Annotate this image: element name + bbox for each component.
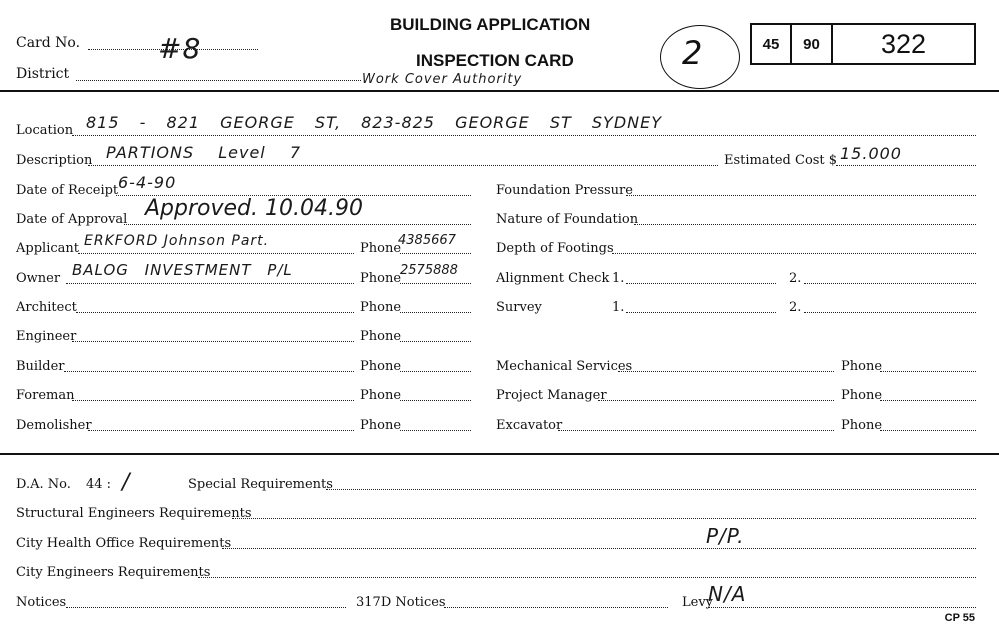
notices-317d-label: 317D Notices [356, 595, 446, 610]
date-receipt-value: 6-4-90 [118, 173, 177, 192]
architect-phone-line [400, 312, 471, 313]
health-req-line [222, 548, 976, 549]
form-code: CP 55 [944, 612, 975, 624]
foundation-pressure-label: Foundation Pressure [496, 183, 633, 198]
depth-footings-line [612, 253, 976, 254]
header-divider [0, 90, 999, 92]
ref-box-cell-3: 322 [880, 28, 927, 59]
structural-req-label: Structural Engineers Requirements [16, 506, 252, 521]
health-req-label: City Health Office Requirements [16, 536, 232, 551]
applicant-label: Applicant [16, 241, 79, 256]
demolisher-line [88, 430, 354, 431]
demolisher-phone-line [400, 430, 471, 431]
project-manager-label: Project Manager [496, 388, 607, 403]
notices-line [66, 607, 346, 608]
location-line [72, 135, 976, 136]
nature-foundation-line [634, 224, 976, 225]
location-value: 815 - 821 GEORGE ST, 823-825 GEORGE ST SYDNEY [86, 113, 662, 132]
nature-foundation-label: Nature of Foundation [496, 212, 639, 227]
excavator-phone-label: Phone [841, 418, 883, 433]
da-no-value: 44 : [86, 477, 112, 492]
alignment-line-2 [804, 283, 976, 284]
mechanical-phone-line [880, 371, 976, 372]
builder-phone-label: Phone [360, 359, 402, 374]
engineer-phone-line [400, 341, 471, 342]
location-label: Location [16, 123, 74, 138]
excavator-phone-line [880, 430, 976, 431]
mechanical-line [618, 371, 834, 372]
description-value: PARTIONS Level 7 [106, 143, 301, 162]
project-manager-phone-line [880, 400, 976, 401]
levy-label: Levy [682, 595, 714, 610]
ref-box-cell-1: 45 [752, 25, 792, 63]
district-value: Work Cover Authority [362, 72, 523, 87]
excavator-label: Excavator [496, 418, 563, 433]
mechanical-label: Mechanical Services [496, 359, 633, 374]
applicant-line [78, 253, 354, 254]
owner-phone-value: 2575888 [400, 263, 458, 278]
district-label: District [16, 66, 70, 82]
mechanical-phone-label: Phone [841, 359, 883, 374]
demolisher-phone-label: Phone [360, 418, 402, 433]
estimated-cost-value: 15.000 [840, 144, 902, 163]
card-no-value: #8 [158, 32, 202, 65]
ref-box-cell-2: 90 [792, 25, 833, 63]
foreman-phone-line [400, 400, 471, 401]
da-no-mark: / [122, 470, 131, 495]
notices-label: Notices [16, 595, 67, 610]
architect-label: Architect [16, 300, 77, 315]
estimated-cost-label: Estimated Cost $ [724, 153, 838, 168]
special-req-label: Special Requirements [188, 477, 333, 492]
card-no-label: Card No. [16, 35, 81, 51]
demolisher-label: Demolisher [16, 418, 92, 433]
date-approval-value: Approved. 10.04.90 [145, 196, 363, 221]
city-eng-req-label: City Engineers Requirements [16, 565, 211, 580]
project-manager-phone-label: Phone [841, 388, 883, 403]
owner-phone-label: Phone [360, 271, 402, 286]
owner-line [66, 283, 354, 284]
circled-number: 2 [682, 34, 703, 72]
engineer-line [72, 341, 354, 342]
reference-box [750, 23, 976, 65]
depth-footings-label: Depth of Footings [496, 241, 614, 256]
alignment-num-2: 2. [789, 271, 802, 286]
owner-label: Owner [16, 271, 61, 286]
city-eng-req-line [198, 577, 976, 578]
date-approval-label: Date of Approval [16, 212, 128, 227]
survey-label: Survey [496, 300, 542, 315]
builder-phone-line [400, 371, 471, 372]
description-label: Description [16, 153, 93, 168]
title-line-1: BUILDING APPLICATION [390, 15, 591, 34]
description-line [88, 165, 718, 166]
owner-value: BALOG INVESTMENT P/L [72, 261, 293, 279]
applicant-value: ERKFORD Johnson Part. [84, 233, 270, 249]
engineer-phone-label: Phone [360, 329, 402, 344]
project-manager-line [598, 400, 834, 401]
foreman-line [72, 400, 354, 401]
date-receipt-label: Date of Receipt [16, 183, 119, 198]
survey-num-1: 1. [612, 300, 625, 315]
engineer-label: Engineer [16, 329, 77, 344]
special-req-line [326, 489, 976, 490]
alignment-line-1 [626, 283, 776, 284]
foreman-label: Foreman [16, 388, 75, 403]
health-req-value: P/P. [706, 524, 745, 548]
applicant-phone-line [400, 253, 471, 254]
structural-req-line [232, 518, 976, 519]
title-line-2: INSPECTION CARD [416, 51, 574, 70]
architect-phone-label: Phone [360, 300, 402, 315]
notices-317d-line [444, 607, 668, 608]
levy-line [708, 607, 976, 608]
foreman-phone-label: Phone [360, 388, 402, 403]
estimated-cost-line [836, 165, 976, 166]
foundation-pressure-line [626, 195, 976, 196]
da-no-label: D.A. No. [16, 477, 71, 492]
section-divider [0, 453, 999, 455]
owner-phone-line [400, 283, 471, 284]
alignment-num-1: 1. [612, 271, 625, 286]
applicant-phone-value: 4385667 [398, 233, 456, 248]
builder-label: Builder [16, 359, 65, 374]
survey-num-2: 2. [789, 300, 802, 315]
alignment-check-label: Alignment Check [496, 271, 610, 286]
survey-line-1 [626, 312, 776, 313]
excavator-line [558, 430, 834, 431]
builder-line [64, 371, 354, 372]
district-line [76, 80, 361, 81]
levy-value: N/A [708, 582, 747, 606]
applicant-phone-label: Phone [360, 241, 402, 256]
architect-line [76, 312, 354, 313]
survey-line-2 [804, 312, 976, 313]
date-approval-line [124, 224, 471, 225]
